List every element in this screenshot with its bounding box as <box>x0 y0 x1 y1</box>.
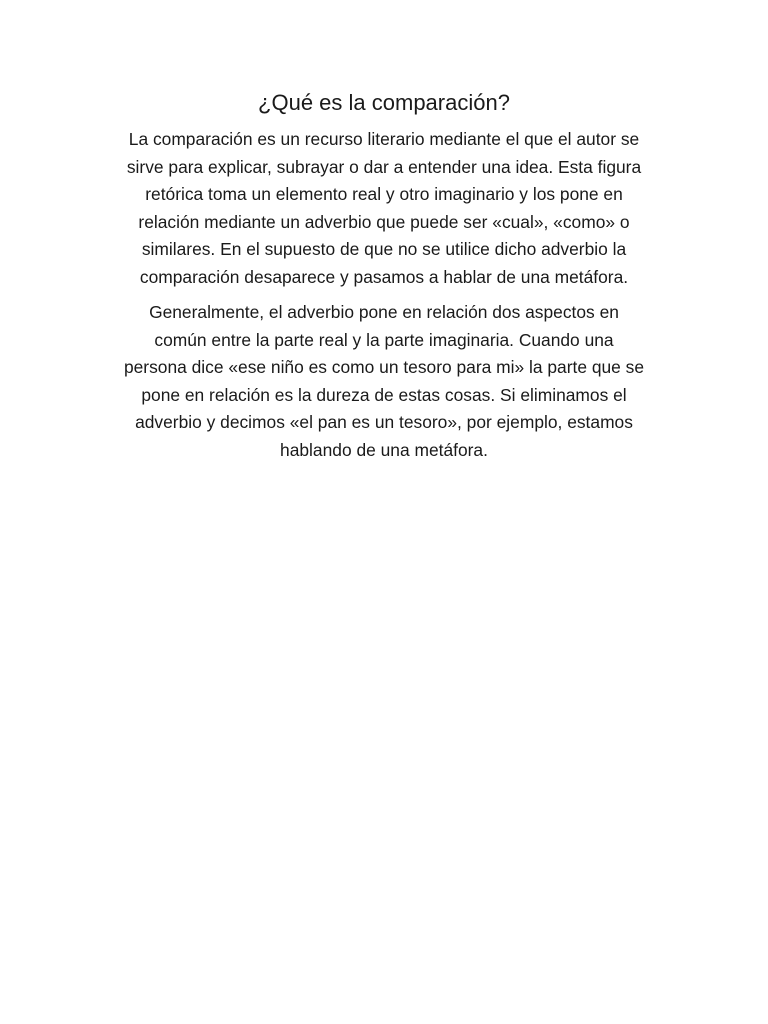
paragraph-line: persona dice «ese niño es como un tesoro para mi» la parte que se <box>123 357 645 377</box>
paragraph-1 <box>108 126 660 291</box>
paragraph-line: similares. En el supuesto de que no se utilice dicho adverbio la <box>141 239 627 259</box>
paragraph-line: Generalmente, el adverbio pone en relación dos aspectos en <box>149 302 619 322</box>
paragraph-line: relación mediante un adverbio que puede ser «cual», «como» o <box>138 211 630 232</box>
document-title: ¿Qué es la comparación? <box>258 90 510 115</box>
paragraph-line: común entre la parte real y la parte imaginaria. Cuando una <box>154 329 614 350</box>
paragraph-line: hablando de una metáfora. <box>280 439 488 460</box>
paragraph-line: pone en relación es la dureza de estas cosas. Si eliminamos el <box>141 384 627 405</box>
paragraph-line: retórica toma un elemento real y otro imaginario y los pone en <box>145 184 623 204</box>
paragraph-line: adverbio y decimos «el pan es un tesoro», por ejemplo, estamos <box>135 412 633 432</box>
document-body <box>108 88 660 472</box>
paragraph-2 <box>108 299 660 464</box>
paragraph-line: La comparación es un recurso literario mediante el que el autor se <box>128 129 640 149</box>
paragraph-line: comparación desaparece y pasamos a hablar de una metáfora. <box>139 266 629 287</box>
paragraph-line: sirve para explicar, subrayar o dar a entender una idea. Esta figura <box>126 156 642 177</box>
